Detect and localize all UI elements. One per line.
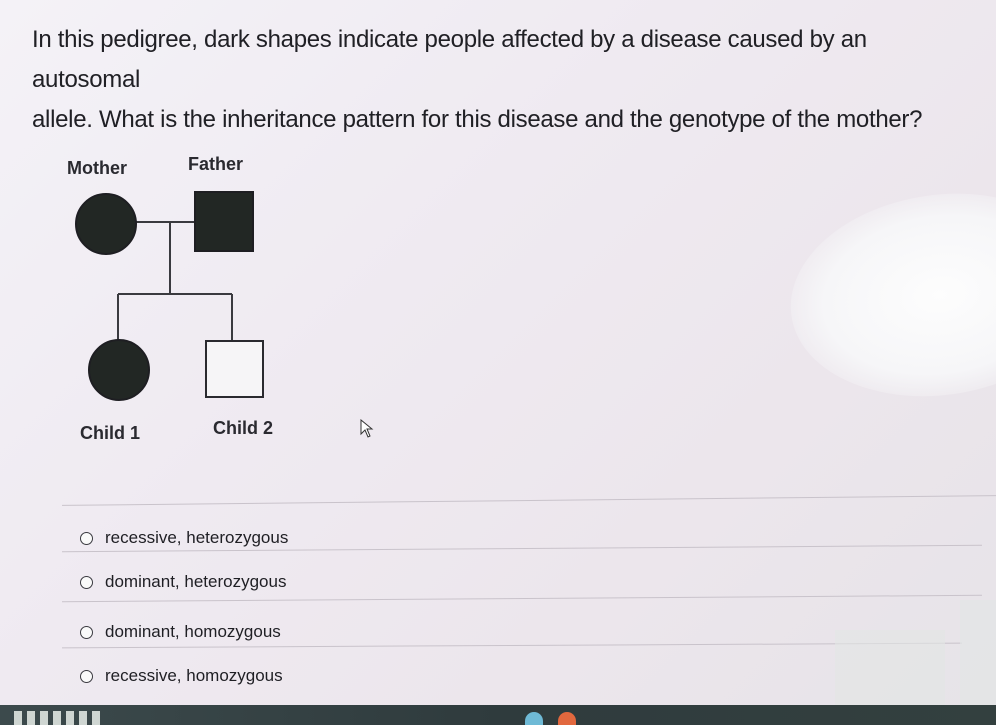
option-3-label[interactable]: dominant, homozygous xyxy=(105,622,281,641)
child1-circle xyxy=(89,340,149,400)
taskbar-icon xyxy=(40,711,48,725)
child2-label: Child 2 xyxy=(213,418,274,438)
father-square xyxy=(195,192,253,251)
option-2[interactable] xyxy=(80,568,286,596)
taskbar-icon xyxy=(66,711,74,725)
background-frame-right xyxy=(960,600,996,708)
background-frame xyxy=(835,630,945,708)
radio-button-icon[interactable] xyxy=(80,532,93,545)
child1-label: Child 1 xyxy=(80,423,141,443)
radio-button-icon[interactable] xyxy=(80,576,93,589)
taskbar-icon xyxy=(79,711,87,725)
question-line-2: allele. What is the inheritance pattern for this disease and the genotype of the mother? xyxy=(32,106,923,133)
radio-button-icon[interactable] xyxy=(80,626,93,639)
option-4-label[interactable]: recessive, homozygous xyxy=(105,666,283,685)
child2-square xyxy=(206,341,263,397)
taskbar-icons xyxy=(14,705,124,725)
mother-circle xyxy=(76,194,136,254)
taskbar-app-icon xyxy=(525,712,543,725)
taskbar-icon xyxy=(92,711,100,725)
option-3[interactable] xyxy=(80,618,281,646)
taskbar-icon xyxy=(27,711,35,725)
mouse-pointer-icon xyxy=(360,419,376,439)
taskbar-app-icon xyxy=(558,712,576,725)
taskbar-icon xyxy=(53,711,61,725)
question-line-1: In this pedigree, dark shapes indicate people affected by a disease caused by an autosomal xyxy=(32,26,867,93)
father-label: Father xyxy=(188,154,244,174)
mother-label: Mother xyxy=(67,158,127,178)
option-1-label[interactable]: recessive, heterozygous xyxy=(105,528,289,547)
taskbar xyxy=(0,705,996,725)
option-1[interactable] xyxy=(80,524,288,552)
radio-button-icon[interactable] xyxy=(80,670,93,683)
option-4[interactable] xyxy=(80,662,283,690)
taskbar-icon xyxy=(14,711,22,725)
option-2-label[interactable]: dominant, heterozygous xyxy=(105,572,287,591)
